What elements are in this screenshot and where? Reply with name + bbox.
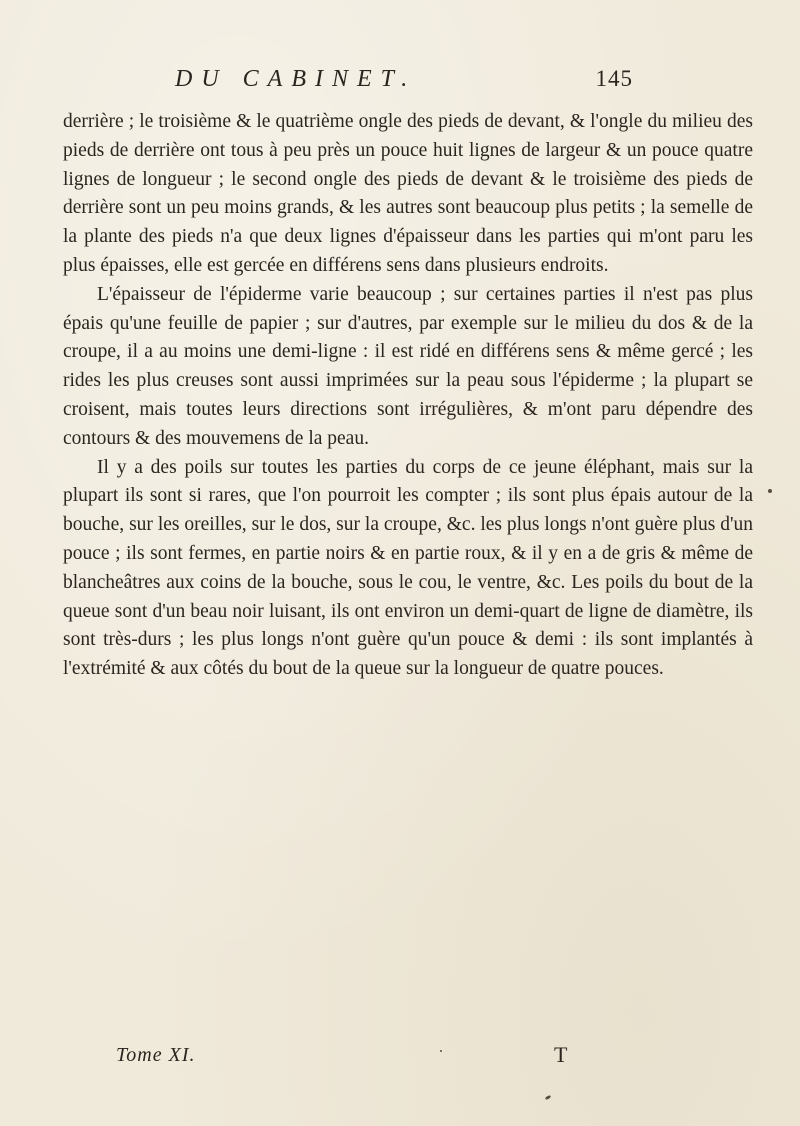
volume-label: Tome XI. [116, 1044, 196, 1066]
body-text [63, 108, 753, 684]
paper-speck [440, 1050, 442, 1052]
running-head-title: DU CABINET. [175, 66, 417, 92]
running-head [150, 66, 633, 96]
paragraph: L'épaisseur de l'épiderme varie beaucoup ; sur certaines parties il n'est pas plus épais qu'une feuille de papier ; sur d'autres, par exemple sur le milieu du dos & de la croupe, il a au moins une demi-ligne : il est ridé en différens sens & même gercé ; les rides les plus creuses sont aussi imprimées sur la peau sous l'épiderme ; la plupart se croisent, mais toutes leurs directions sont irrégulières, & m'ont paru dépendre des contours & des mouvemens de la peau. [63, 283, 753, 449]
paper-speck [768, 489, 772, 493]
paragraph: Il y a des poils sur toutes les parties du corps de ce jeune éléphant, mais sur la plupart ils sont si rares, que l'on pourroit les compter ; ils sont plus épais autour de la bouche, sur les oreilles, sur le dos, sur la croupe, &c. les plus longs n'ont guère plus d'un pouce ; ils sont fermes, en partie noirs & en partie roux, & il y en a de gris & même de blancheâtres aux coins de la bouche, sous le cou, le ventre, &c. Les poils du bout de la queue sont d'un beau noir luisant, ils ont environ un demi-quart de ligne de diamètre, ils sont très-durs ; les plus longs n'ont guère qu'un pouce & demi : ils sont implantés à l'extrémité & aux côtés du bout de la queue sur la longueur de quatre pouces. [63, 456, 753, 680]
page-footer [0, 1044, 800, 1074]
paragraph: derrière ; le troisième & le quatrième ongle des pieds de devant, & l'ongle du milieu des pieds de derrière ont tous à peu près un pouce huit lignes de largeur & un pouce quatre lignes de longueur ; le second ongle des pieds de devant & le troisième des pieds de derrière sont un peu moins grands, & les autres sont beaucoup plus petits ; la semelle de la plante des pieds n'a que deux lignes d'épaisseur dans les parties qui m'ont paru les plus épaisses, elle est gercée en différens sens dans plusieurs endroits. [63, 111, 753, 276]
page-number: 145 [595, 66, 633, 91]
paper-speck [545, 1095, 552, 1101]
signature-mark: T [554, 1042, 568, 1067]
